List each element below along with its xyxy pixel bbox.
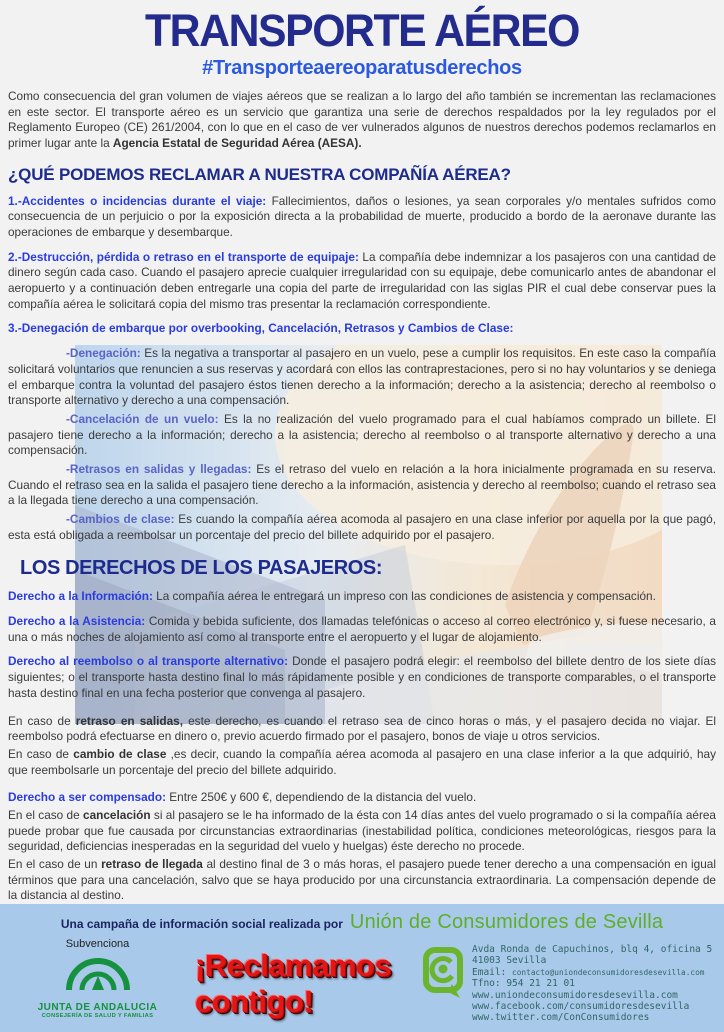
right-reembolso-lead: Derecho al reembolso o al transporte alternativo: [8, 654, 289, 669]
case-llegada-bold: retraso de llegada [101, 857, 203, 872]
sponsor-block [0, 936, 195, 1024]
claim-2-text: La compañía debe indemnizar a los pasajeros con una cantidad de dinero según cada caso. Cuando el pasajero aprecie cualquier irregularidad con su equipaje, debe comunicarlo antes de abandonar el aeropuerto y a continuación deben entregarle una copia del parte de irregularidad con las siglas PIR el cual debe conservar pues la compañía aérea le solicitará copia del mismo tras presentar la reclamación correspondiente. [8, 249, 716, 311]
right-reembolso-text: Donde el pasajero podrá elegir: el reembolso del billete dentro de los siete días siguientes; o el transporte hasta destino final lo más rápidamente posible y en condiciones de transporte comparables, o el transporte hasta destino final en una fecha posterior que convenga al pasajero. [8, 654, 716, 700]
claim-item-1 [8, 194, 716, 241]
subitem-denegacion [8, 346, 716, 409]
slogan-wrap [195, 936, 422, 1024]
case-cambio-clase [8, 747, 716, 778]
case-cambio-bold: cambio de clase [73, 746, 167, 761]
claim-1-lead: 1.-Accidentes o incidencias durante el viaje: [8, 193, 267, 208]
junta-de-andalucia-logo-icon [61, 950, 135, 996]
organization-name: Unión de Consumidores de Sevilla [349, 911, 664, 933]
case-cambio-post: ,es decir, cuando la compañía aérea acomoda al pasajero en una clase inferior a la que adquirió, hay que reembolsarle un porcentaje del precio del billete adquirido. [8, 746, 716, 777]
contact-details [472, 944, 712, 1024]
claim-2-lead: 2.-Destrucción, pérdida o retraso en el transporte de equipaje: [8, 249, 359, 264]
sponsor-label: Subvenciona [65, 938, 130, 950]
case-cancelacion [8, 808, 716, 855]
right-compensado [8, 790, 716, 806]
case-cambio-pre: En caso de [8, 746, 74, 761]
subitem-retrasos-text: Es el retraso del vuelo en relación a la hora inicialmente programada en su reserva. Cuando el retraso sea en la salida el pasajero tiene derecho a la información, asistencia y derecho al reembolso; cuando el retraso sea a la llegada tiene derecho a una compensación. [8, 461, 717, 508]
sponsor-department: CONSEJERÍA DE SALUD Y FAMILIAS [41, 1013, 154, 1019]
claim-1-text: Fallecimientos, daños o lesiones, ya sean corporales y/o mentales sufridos como consecuencia de un perjuicio o por la exposición directa a la probabilidad de muerte, producido a bordo de la aeronave durante las operaciones de embarque y desembarque. [8, 193, 716, 240]
case-retraso-salidas [8, 714, 716, 745]
website-link[interactable]: www.uniondeconsumidoresdesevilla.com [472, 989, 678, 1001]
case-cancelacion-bold: cancelación [83, 807, 151, 822]
campaign-hashtag[interactable]: #Transporteaereoparatusderechos [202, 56, 522, 79]
claim-item-3 [8, 321, 716, 337]
subitem-cancelacion-text: Es la no realización del vuelo programado para el cual habíamos comprado un billete. El pasajero tiene derecho a la información; derecho a la asistencia; derecho al reembolso o al transporte alternativo y derecho a una compensación. [8, 411, 716, 458]
case-retraso-bold: retraso en salidas, [75, 713, 184, 728]
page-title: TRANSPORTE AÉREO [144, 5, 580, 56]
subitem-retrasos [8, 462, 716, 509]
claims-section-heading: ¿QUÉ PODEMOS RECLAMAR A NUESTRA COMPAÑÍA AÉREA? [8, 164, 511, 184]
poster-page [0, 5, 724, 1032]
intro-bold-aesa: Agencia Estatal de Seguridad Aérea (AESA). [112, 135, 362, 150]
right-informacion-text: La compañía aérea le entregará un impreso con las condiciones de asistencia y compensación. [152, 589, 656, 604]
campaign-pre-text: Una campaña de información social realizada por [60, 917, 343, 931]
claim-item-2 [8, 250, 716, 313]
case-llegada-post: al destino final de 3 o más horas, el pasajero puede tener derecho a una compensación en igual términos que para una cancelación, salvo que se haya producido por una circunstancia extraordinaria. La compensación depende de la distancia al destino. [8, 857, 716, 903]
campaign-line [0, 904, 724, 934]
address-line-1: Avda Ronda de Capuchinos, blq 4, oficina 5 [472, 944, 713, 955]
subitem-cancelacion-lead: -Cancelación de un vuelo: [66, 411, 219, 426]
rights-section-heading: LOS DERECHOS DE LOS PASAJEROS: [20, 557, 383, 580]
case-retraso-pre: En caso de [8, 713, 76, 728]
subitem-retrasos-lead: -Retrasos en salidas y llegadas: [66, 461, 252, 476]
subitem-denegacion-lead: -Denegación: [66, 346, 141, 361]
subitem-cambios [8, 512, 716, 543]
address-line-2: 41003 Sevilla [472, 955, 547, 967]
footer-row [0, 936, 724, 1024]
right-compensado-lead: Derecho a ser compensado: [8, 790, 167, 805]
slogan-text: ¡Reclamamos contigo! [195, 947, 392, 1019]
right-informacion [8, 589, 716, 605]
contact-block [422, 936, 724, 1024]
phone-line [472, 978, 712, 989]
right-compensado-text: Entre 250€ y 600 €, dependiendo de la distancia del vuelo. [166, 790, 477, 805]
right-informacion-lead: Derecho a la Información: [8, 589, 153, 604]
intro-text: Como consecuencia del gran volumen de viajes aéreos que se realizan a lo largo del año también se incrementan las reclamaciones en este sector. El transporte aéreo es un servicio que garantiza una serie de derechos respaldados por la ley regulados por el Reglamento Europeo (CE) 261/2004, con lo que en el caso de ver vulnerados algunos de nuestros derechos podemos reclamarlos en primer lugar ante la [8, 88, 716, 150]
right-reembolso [8, 654, 716, 701]
case-llegada-pre: En el caso de un [8, 857, 102, 872]
facebook-link[interactable]: www.facebook.com/consumidoresdesevilla [472, 1001, 690, 1013]
twitter-link[interactable]: www.twitter.com/ConConsumidores [472, 1012, 650, 1024]
case-cancelacion-post: si al pasajero se le ha informado de la ésta con 14 días antes del vuelo programado o si la compañía aérea puede probar que fue causada por circunstancias extraordinarias (inestabilidad política, condiciones meteorológicas, riesgos para la seguridad, deficiencias inesperadas en la seguridad del vuelo y huelgas) éste derecho no procede. [8, 807, 716, 854]
phone-number: 954 21 21 01 [506, 978, 575, 990]
case-retraso-post: este derecho, es cuando el retraso sea de cinco horas o más, y el pasajero decida no viajar. El reembolso podrá efectuarse en dinero o, previo acuerdo firmado por el pasajero, bonos de viaje u otros servicios. [8, 713, 716, 744]
poster-content [0, 5, 724, 904]
footer [0, 904, 724, 1032]
right-asistencia-text: Comida y bebida suficiente, dos llamadas telefónicas o acceso al correo electrónico y, si fuese necesario, a una o más noches de alojamiento así como al transporte entre el aeropuerto y el lugar de alojamiento. [8, 614, 716, 644]
claim-3-lead: 3.-Denegación de embarque por overbooking, Cancelación, Retrasos y Cambios de Clase: [8, 321, 514, 336]
subitem-cambios-text: Es cuando la compañía aérea acomoda al pasajero en una clase inferior por aquella por la que pagó, esta está obligada a reembolsar un porcentaje del precio del billete adquirido por el pasajero. [8, 512, 716, 542]
case-retraso-llegada [8, 857, 716, 904]
sponsor-name: JUNTA DE ANDALUCIA [37, 1002, 158, 1013]
union-de-consumidores-logo-icon [422, 946, 464, 1006]
case-cancelacion-pre: En el caso de [8, 807, 84, 822]
intro-paragraph [8, 89, 716, 152]
email-address[interactable]: contacto@uniondeconsumidoresdesevilla.com [512, 967, 705, 977]
email-label: Email: [472, 966, 513, 978]
right-asistencia [8, 614, 716, 645]
email-line [472, 967, 712, 978]
subitem-cambios-lead: -Cambios de clase: [66, 512, 175, 527]
phone-label: Tfno: [472, 978, 507, 990]
subitem-denegacion-text: Es la negativa a transportar al pasajero en un vuelo, pese a cumplir los requisitos. En este caso la compañía solicitará voluntarios que renuncien a sus reservas y acordará con ellos las contraprestaciones, pero si no hay voluntarios y se deniega el embarque contra la voluntad del pasajero éstos tienen derecho a la información; derecho a la asistencia; derecho al reembolso o transporte alternativo y derecho a una compensación. [8, 346, 716, 408]
right-asistencia-lead: Derecho a la Asistencia: [8, 614, 146, 629]
subitem-cancelacion [8, 412, 716, 459]
